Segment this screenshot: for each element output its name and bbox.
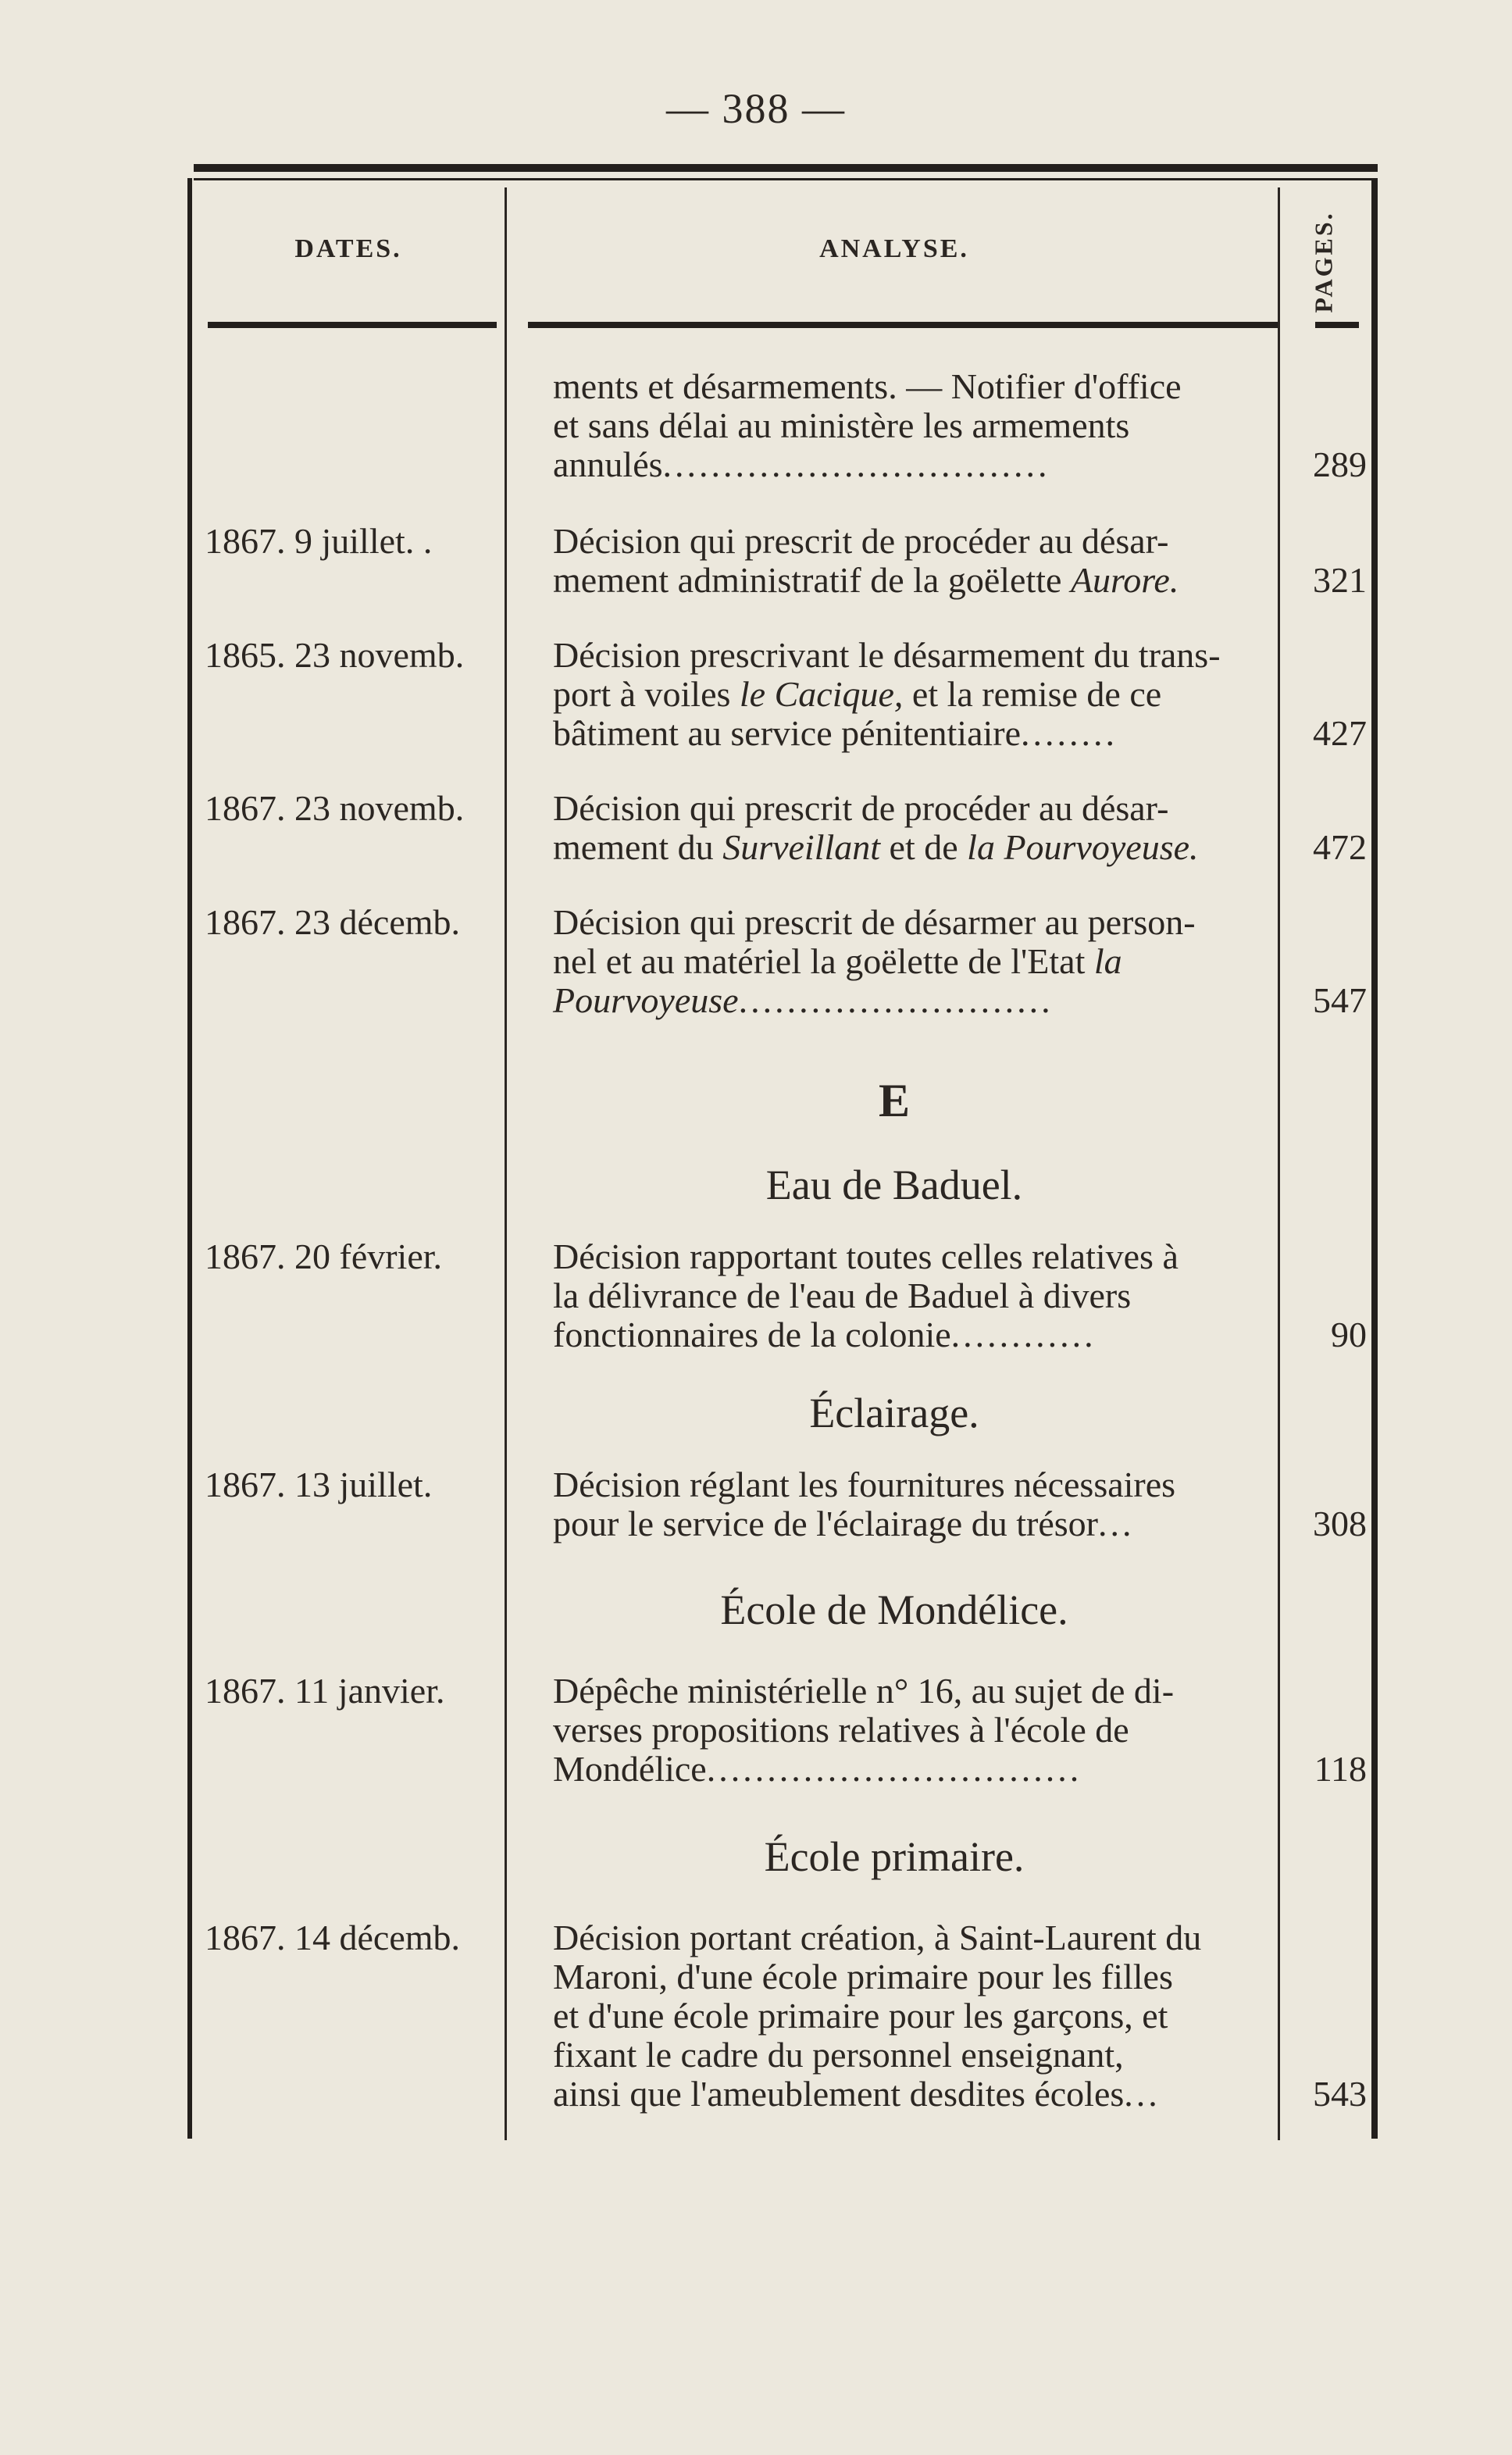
subject-heading: Éclairage. — [809, 1390, 979, 1436]
table-right-border — [1371, 178, 1378, 2139]
entry-date: 1867. 9 juillet. . — [205, 521, 433, 561]
column-divider-dates — [505, 187, 507, 2140]
page-ref: 90 — [1331, 1315, 1367, 1354]
table-top-rule-thin — [194, 178, 1378, 180]
entry-date: 1867. 11 janvier. — [205, 1671, 445, 1711]
entry-date: 1867. 14 décemb. — [205, 1918, 461, 1957]
header-dates: DATES. — [294, 234, 402, 263]
page-number: — 388 — — [666, 85, 846, 132]
subject-heading: École de Mondélice. — [720, 1586, 1068, 1633]
header-analysis: ANALYSE. — [819, 234, 969, 263]
entry-analysis: Décision réglant les fournitures nécessaires pour le service de l'éclairage du trésor... — [553, 1465, 1176, 1543]
entry-date: 1865. 23 novemb. — [205, 635, 465, 675]
entry-analysis: Décision prescrivant le désarmement du trans- port à voiles le Cacique, et la remise de ce bâtiment au service pénitentiaire........ — [553, 635, 1221, 753]
page-ref: 427 — [1313, 713, 1367, 753]
table-left-border — [187, 178, 192, 2139]
page-ref: 543 — [1313, 2074, 1367, 2114]
entry-date: 1867. 23 décemb. — [205, 902, 461, 942]
page-ref: 308 — [1313, 1504, 1367, 1543]
entry-analysis: Décision qui prescrit de désarmer au person- nel et au matériel la goëlette de l'Etat la Pourvoyeuse.......................... — [553, 902, 1196, 1020]
header-rule-dates — [208, 322, 497, 328]
subject-heading: Eau de Baduel. — [765, 1161, 1023, 1208]
entry-analysis: Décision portant création, à Saint-Laurent du Maroni, d'une école primaire pour les filles et d'une école primaire pour les garçons, et fixant le cadre du personnel enseignant, ainsi que l'ameublement desdites écoles... — [553, 1918, 1202, 2114]
entry-analysis: Décision rapportant toutes celles relatives à la délivrance de l'eau de Baduel à divers fonctionnaires de la colonie............ — [553, 1236, 1179, 1354]
table-top-rule — [194, 164, 1378, 172]
entry-date: 1867. 20 février. — [205, 1236, 443, 1276]
page-ref: 472 — [1313, 827, 1367, 867]
entry-analysis: Décision qui prescrit de procéder au désar- mement du Surveillant et de la Pourvoyeuse. — [553, 788, 1199, 867]
analysis-continuation: ments et désarmements. — Notifier d'office et sans délai au ministère les armements annulés................................ — [553, 366, 1182, 484]
column-divider-pages — [1278, 187, 1280, 2140]
entry-analysis: Dépêche ministérielle n° 16, au sujet de di- verses propositions relatives à l'école de Mondélice............................... — [553, 1671, 1175, 1789]
section-letter: E — [878, 1075, 911, 1126]
page-ref: 289 — [1313, 444, 1367, 484]
page-ref: 118 — [1314, 1749, 1367, 1789]
header-rule-analysis — [528, 322, 1278, 328]
entry-date: 1867. 13 juillet. — [205, 1465, 433, 1504]
page-ref: 547 — [1313, 980, 1367, 1020]
page-ref: 321 — [1313, 560, 1367, 600]
entry-date: 1867. 23 novemb. — [205, 788, 465, 828]
header-rule-pages — [1315, 322, 1359, 328]
entry-analysis: Décision qui prescrit de procéder au désar- mement administratif de la goëlette Aurore. — [553, 521, 1179, 600]
subject-heading: École primaire. — [764, 1833, 1025, 1880]
header-pages: PAGES. — [1309, 210, 1338, 313]
